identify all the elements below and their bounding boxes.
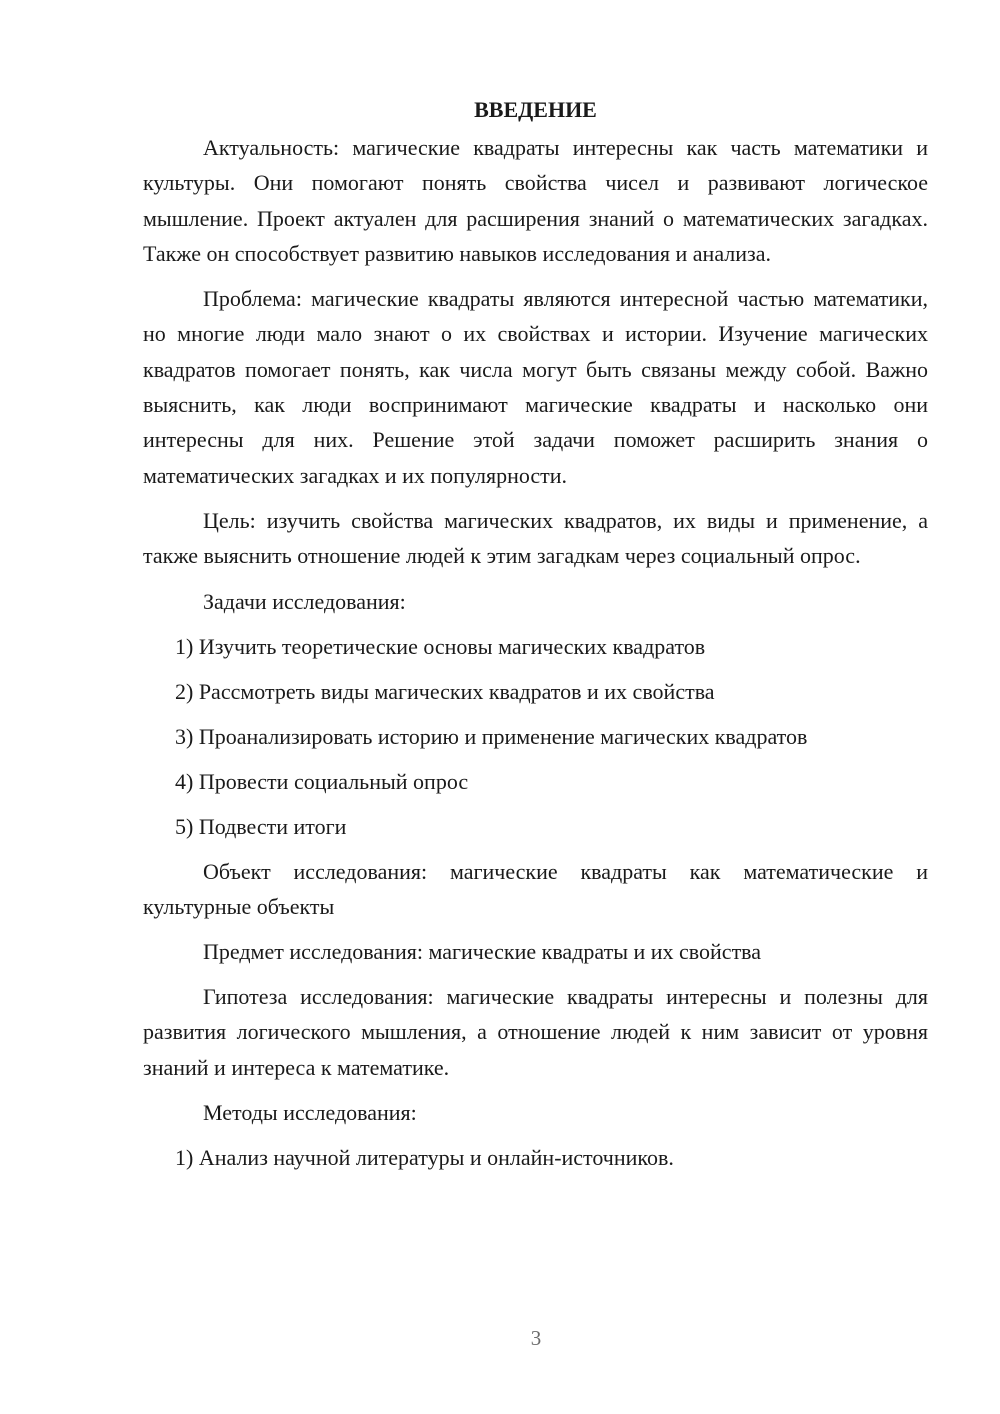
page-number: 3	[530, 1326, 542, 1350]
task-item-1: 1) Изучить теоретические основы магических квадратов	[175, 633, 706, 659]
hypothesis-paragraph: Гипотеза исследования: магические квадраты интересны и полезны для развития логического мышления, а отношение людей к ним зависит от уровня знаний и интереса к математике.	[143, 984, 928, 1080]
task-item-5: 5) Подвести итоги	[175, 813, 347, 839]
task-item-2: 2) Рассмотреть виды магических квадратов и их свойства	[175, 678, 715, 704]
section-heading: ВВЕДЕНИЕ	[474, 97, 597, 122]
document-page	[143, 92, 928, 1175]
object-paragraph: Объект исследования: магические квадраты как математические и культурные объекты	[143, 858, 928, 919]
tasks-title: Задачи исследования:	[203, 588, 406, 614]
method-item-1: 1) Анализ научной литературы и онлайн-источников.	[175, 1145, 674, 1171]
subject-paragraph: Предмет исследования: магические квадраты и их свойства	[203, 939, 762, 965]
goal-paragraph: Цель: изучить свойства магических квадратов, их виды и применение, а также выяснить отношение людей к этим загадкам через социальный опрос.	[143, 507, 928, 569]
methods-title: Методы исследования:	[203, 1100, 417, 1126]
task-item-4: 4) Провести социальный опрос	[175, 768, 469, 794]
problem-paragraph: Проблема: магические квадраты являются интересной частью математики, но многие люди мало знают о их свойствах и истории. Изучение магических квадратов помогает понять, как числа могут быть связаны между собой. Важно выяснить, как люди воспринимают магические квадраты и насколько они интересны для них. Решение этой задачи поможет расширить знания о математических загадках и их популярности.	[143, 286, 928, 488]
relevance-paragraph: Актуальность: магические квадраты интересны как часть математики и культуры. Они помогают понять свойства чисел и развивают логическое мышление. Проект актуален для расширения знаний о математических загадках. Также он способствует развитию навыков исследования и анализа.	[143, 135, 928, 266]
task-item-3: 3) Проанализировать историю и применение магических квадратов	[175, 723, 808, 749]
